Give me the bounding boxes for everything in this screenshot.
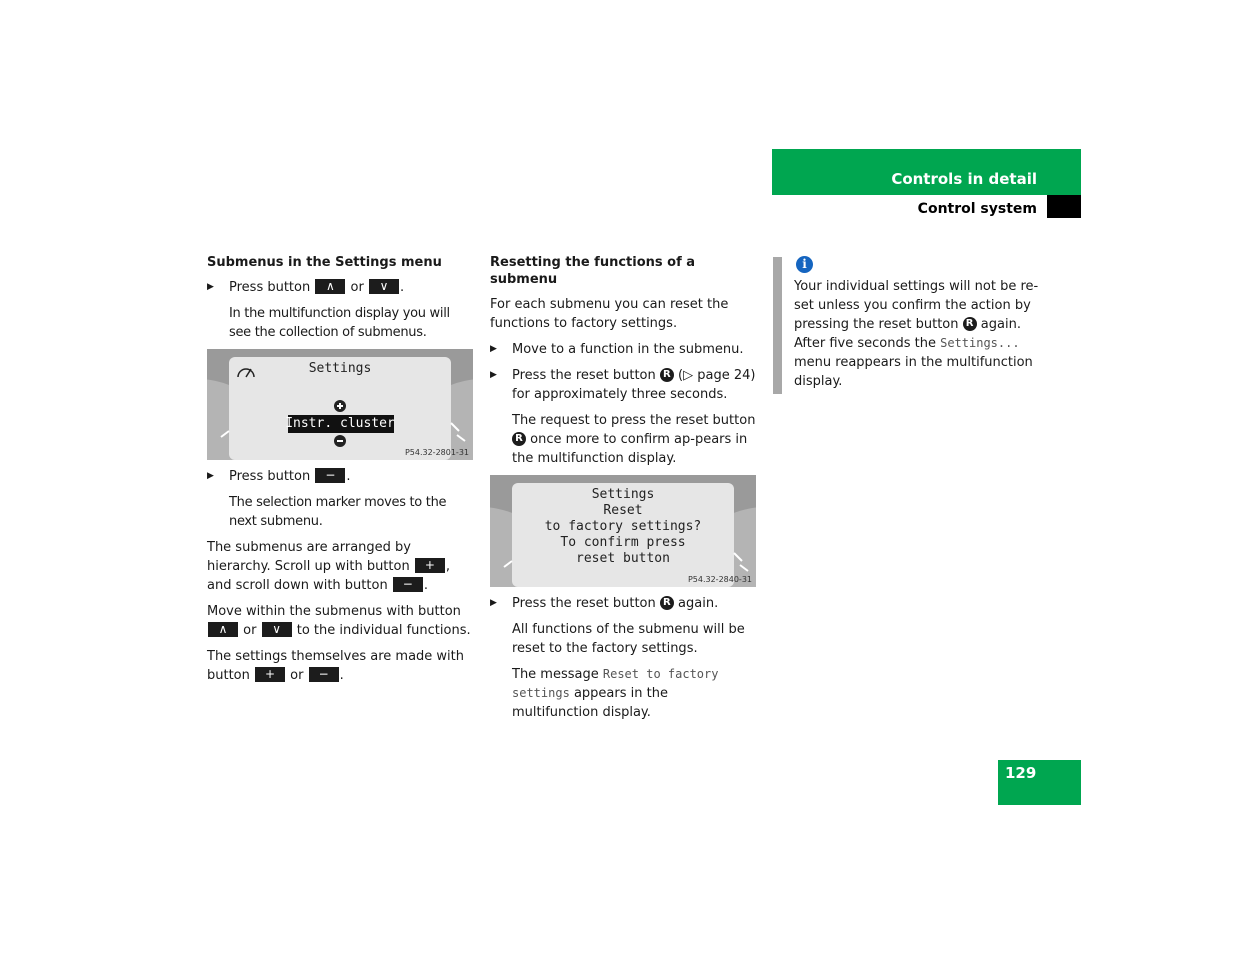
text-submenus-collection: In the multifunction display you will see the collection of submenus. xyxy=(229,306,450,340)
heading-submenus: Submenus in the Settings menu xyxy=(207,255,442,270)
display2-line-1: Settings xyxy=(591,487,655,502)
step-press-up-down: ▶ Press button ∧ or ∨ . xyxy=(207,278,473,297)
section-title: Controls in detail xyxy=(891,170,1037,188)
minus-button-icon: − xyxy=(393,577,423,592)
up-button-icon: ∧ xyxy=(315,279,345,294)
display1-selected-item: Instr. cluster xyxy=(285,416,395,431)
minus-button-icon: − xyxy=(315,468,345,483)
plus-button-icon: + xyxy=(415,558,445,573)
display-settings-submenu xyxy=(207,349,473,460)
text-message-appears: The message Reset to factory settings appears in the multifunction display. xyxy=(512,667,719,720)
message-settings: Settings... xyxy=(940,336,1020,350)
text-selection-marker: The selection marker moves to the next submenu. xyxy=(229,495,447,529)
header-tab-block xyxy=(1047,195,1081,218)
display1-ref-code: P54.32-2801-31 xyxy=(404,448,469,457)
subsection-title: Control system xyxy=(917,201,1037,217)
info-note: Your individual settings will not be re-set unless you confirm the action by pressing the reset button R again. After five seconds the Settings... menu reappears in the multifunction display. xyxy=(794,279,1039,389)
display2-line-2: Reset xyxy=(603,503,643,518)
page-number-box xyxy=(998,760,1081,805)
display1-title: Settings xyxy=(308,361,372,376)
text-settings-made: The settings themselves are made with button + or − . xyxy=(207,649,465,683)
text-all-functions-reset: All functions of the submenu will be reset to the factory settings. xyxy=(512,622,745,656)
info-icon: i xyxy=(796,256,813,273)
page-number: 129 xyxy=(1005,764,1037,782)
text-move-within: Move within the submenus with button ∧ or ∨ to the individual functions. xyxy=(207,604,471,638)
plus-button-icon: + xyxy=(255,667,285,682)
down-button-icon: ∨ xyxy=(262,622,292,637)
text-request-confirm: The request to press the reset button R once more to confirm ap-pears in the multifunction display. xyxy=(512,413,756,466)
display2-ref-code: P54.32-2840-31 xyxy=(687,575,752,584)
display2-line-3: to factory settings? xyxy=(544,519,702,534)
display2-line-5: reset button xyxy=(576,551,670,566)
heading-resetting: Resetting the functions of a submenu xyxy=(490,255,696,287)
minus-button-icon: − xyxy=(309,667,339,682)
up-button-icon: ∧ xyxy=(208,622,238,637)
info-bar xyxy=(773,257,782,394)
reset-button-icon: R xyxy=(660,368,674,382)
step-press-reset: ▶ Press the reset button R (▷ page 24) for approximately three seconds. xyxy=(490,366,756,404)
text-hierarchy: The submenus are arranged by hierarchy. Scroll up with button + , and scroll down with button − . xyxy=(207,540,450,593)
display2-line-4: To confirm press xyxy=(560,535,686,550)
step-press-minus: ▶ Press button − . xyxy=(207,467,473,486)
down-button-icon: ∨ xyxy=(369,279,399,294)
text-reset-intro: For each submenu you can reset the functions to factory settings. xyxy=(490,297,729,331)
step-press-reset-again: ▶ Press the reset button R again. xyxy=(490,594,756,613)
step-move-to-function: ▶ Move to a function in the submenu. xyxy=(490,340,756,359)
column-left xyxy=(207,254,473,692)
display-reset-request xyxy=(490,475,756,587)
message-reset-to-factory: Reset to factory settings xyxy=(512,667,719,700)
reset-button-icon: R xyxy=(512,432,526,446)
reset-button-icon: R xyxy=(963,317,977,331)
reset-button-icon: R xyxy=(660,596,674,610)
column-middle xyxy=(490,254,756,729)
